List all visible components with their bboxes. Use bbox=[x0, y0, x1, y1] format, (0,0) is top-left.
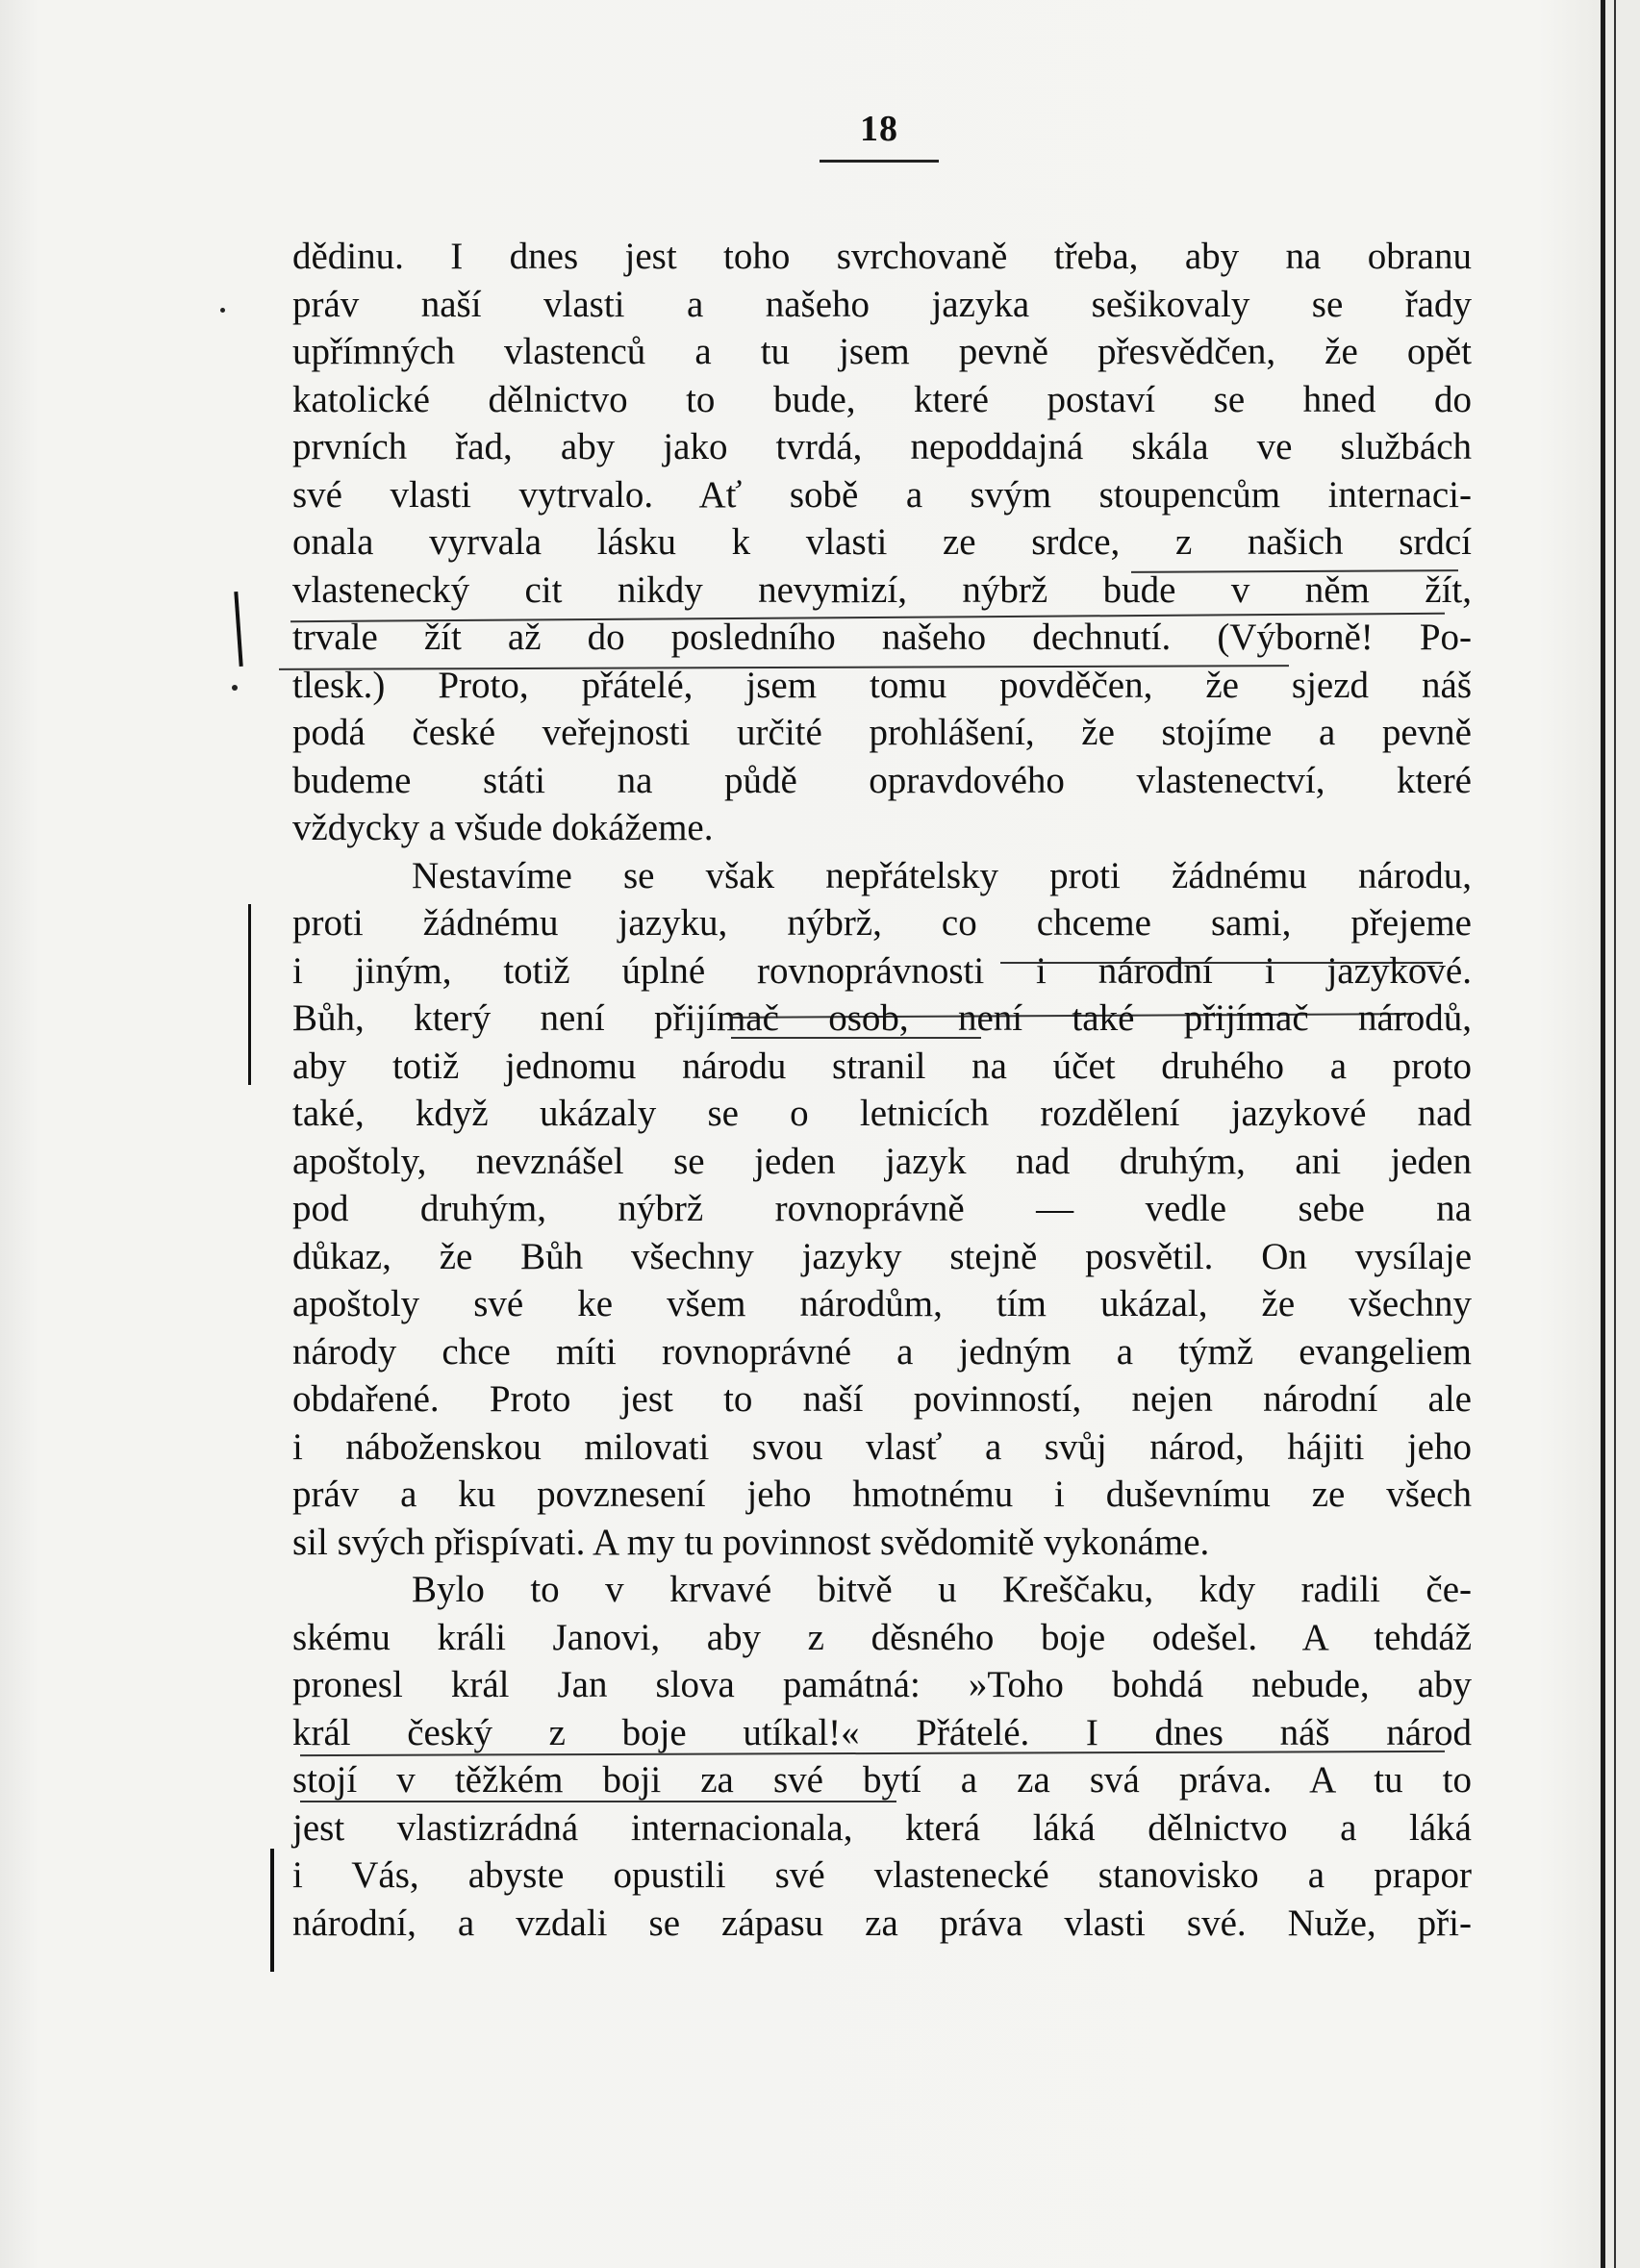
body-text bbox=[292, 233, 1472, 1947]
text-line: onala vyrvala lásku k vlasti ze srdce, z našich srdcí bbox=[292, 521, 1472, 563]
text-line: národní, a vzdali se zápasu za práva vlasti své. Nuže, při- bbox=[292, 1902, 1472, 1944]
text-line: také, když ukázaly se o letnicích rozdělení jazykové nad bbox=[292, 1093, 1472, 1134]
text-line: skému králi Janovi, aby z děsného boje odešel. A tehdáž bbox=[292, 1616, 1472, 1658]
text-line: král český z boje utíkal!« Přátelé. I dnes náš národ bbox=[292, 1711, 1472, 1753]
text-line: své vlasti vytrvalo. Ať sobě a svým stoupencům internaci- bbox=[292, 473, 1472, 516]
text-line: upřímných vlastenců a tu jsem pevně přesvědčen, že opět bbox=[292, 331, 1472, 372]
text-line: katolické dělnictvo to bude, které postaví se hned do bbox=[292, 378, 1472, 420]
margin-dot bbox=[220, 308, 225, 313]
text-line: obdařené. Proto jest to naší povinností, nejen národní ale bbox=[292, 1378, 1472, 1420]
page-number-rule bbox=[820, 160, 939, 163]
margin-bracket-line bbox=[270, 1849, 274, 1972]
text-line: národy chce míti rovnoprávné a jedným a týmž evangeliem bbox=[292, 1330, 1472, 1373]
text-line: sil svých přispívati. A my tu povinnost svědomitě vykonáme. bbox=[292, 1521, 1210, 1563]
text-line: aby totiž jednomu národu stranil na účet druhého a proto bbox=[292, 1045, 1472, 1087]
text-line: i jiným, totiž úplné rovnoprávnosti i národní i jazykové. bbox=[292, 949, 1472, 992]
text-line: jest vlastizrádná internacionala, která láká dělnictvo a láká bbox=[292, 1806, 1472, 1849]
page-edge-shadow bbox=[1601, 0, 1605, 2268]
text-line: důkaz, že Bůh všechny jazyky stejně posvětil. On vysílaje bbox=[292, 1235, 1472, 1277]
text-line: apoštoly, nevznášel se jeden jazyk nad druhým, ani jeden bbox=[292, 1140, 1472, 1182]
text-line: proti žádnému jazyku, nýbrž, co chceme sami, přejeme bbox=[292, 902, 1472, 944]
text-line: pod druhým, nýbrž rovnoprávně — vedle sebe na bbox=[292, 1188, 1472, 1229]
text-line: vlastenecký cit nikdy nevymizí, nýbrž bude v něm žít, bbox=[292, 568, 1472, 611]
text-line: trvale žít až do posledního našeho dechnutí. (Výborně! Po- bbox=[292, 617, 1472, 658]
text-line: Bylo to v krvavé bitvě u Kreščaku, kdy radili če- bbox=[412, 1569, 1472, 1610]
page-edge-line bbox=[1614, 0, 1616, 2268]
text-line: Nestavíme se však nepřátelsky proti žádnému národu, bbox=[412, 854, 1472, 896]
text-line: tlesk.) Proto, přátelé, jsem tomu povděčen, že sjezd náš bbox=[292, 664, 1472, 706]
margin-vertical-line bbox=[248, 904, 251, 1085]
text-line: práv a ku povznesení jeho hmotnému i duševnímu ze všech bbox=[292, 1474, 1472, 1515]
text-line: práv naší vlasti a našeho jazyka sešikovaly se řady bbox=[292, 283, 1472, 325]
text-line: budeme státi na půdě opravdového vlastenectví, které bbox=[292, 759, 1472, 801]
margin-exclamation-mark bbox=[234, 592, 242, 667]
margin-exclamation-dot bbox=[232, 685, 238, 691]
text-line: dědinu. I dnes jest toho svrchovaně třeba, aby na obranu bbox=[292, 236, 1472, 277]
text-line: vždycky a všude dokážeme. bbox=[292, 807, 714, 848]
text-line: podá české veřejnosti určité prohlášení, že stojíme a pevně bbox=[292, 712, 1472, 753]
text-line: i Vás, abyste opustili své vlastenecké stanovisko a prapor bbox=[292, 1854, 1472, 1896]
text-line: prvních řad, aby jako tvrdá, nepoddajná skála ve službách bbox=[292, 426, 1472, 467]
text-line: Bůh, který není přijímač osob, není také přijímač národů, bbox=[292, 997, 1472, 1039]
text-line: i náboženskou milovati svou vlasť a svůj národ, hájiti jeho bbox=[292, 1425, 1472, 1468]
page-number: 18 bbox=[860, 109, 898, 149]
text-line: stojí v těžkém boji za své bytí a za svá práva. A tu to bbox=[292, 1759, 1472, 1801]
text-line: apoštoly své ke všem národům, tím ukázal, že všechny bbox=[292, 1283, 1472, 1324]
text-line: pronesl král Jan slova památná: »Toho bohdá nebude, aby bbox=[292, 1664, 1472, 1705]
